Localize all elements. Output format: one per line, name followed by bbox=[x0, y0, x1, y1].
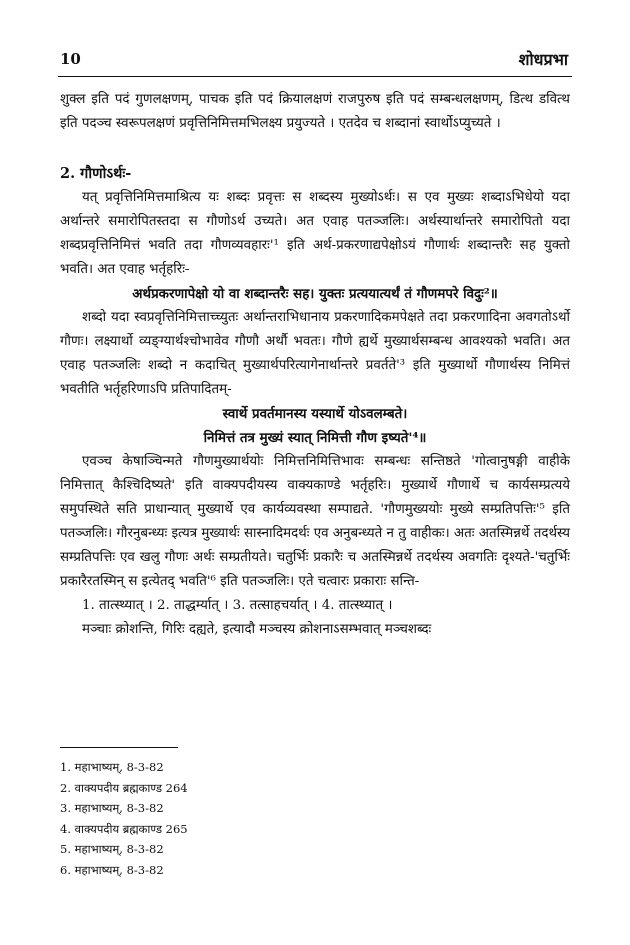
footnote-item: 5. महाभाष्यम्, 8-3-82 bbox=[60, 842, 164, 856]
paragraph-four-types: 1. तात्स्थ्यात् । 2. ताद्धर्म्यात् । 3. तत्साहचर्यात् । 4. तात्स्थ्यात् । bbox=[82, 598, 393, 613]
paragraph-gauna-definition: यत् प्रवृत्तिनिमित्तमाश्रित्य यः शब्दः प्रवृत्तः स शब्दस्य मुख्योऽर्थः। स एव मुख्यः शब्दाऽभिधेयो यदा अर्थान्तरे समारोपितस्तदा स गौणोऽर्थ उच्यते। अत एवाह पतञ्जलिः। अर्थस्यार्थान्तरे समारोपितो यदा शब्दप्रवृत्तिनिमित्तं भवति तदा गौणव्यवहारः'¹ इति अर्थ-प्रकरणाद्यपेक्षोऽयं गौणार्थः शब्दान्तरैः सह युक्तो भवति। अत एवाह भर्तृहरिः- bbox=[60, 190, 570, 277]
paragraph-relation: एवञ्च केषाञ्चिन्मते गौणमुख्यार्थयोः निमित्तनिमित्तिभावः सम्बन्धः सन्तिष्ठते 'गोत्वानुषङ्गी वाहीके निमित्तात् कैश्चिदिष्यते' इति वाक्यपदीयस्य वाक्यकाण्डे भर्तृहरिः। मुख्यार्थे गौणार्थे च कार्यसम्प्रत्यये समुपस्थिते सति प्राधान्यात् मुख्यार्थे एव कार्यव्यवस्था सम्पाद्यते. 'गौणमुख्ययोः मुख्ये सम्प्रतिपत्तिः'⁵ इति पतञ्जलिः। गौरनुबन्ध्यः इत्यत्र मुख्यार्थः सास्नादिमदर्थः एव अनुबन्ध्यते न तु वाहीकः। अतः अतस्मिन्नर्थे तदर्थस्य सम्प्रतिपत्तिः एव खलु गौणः अर्थः सम्प्रतीयते। चतुर्भिः प्रकारैः च अतस्मिन्नर्थे तदर्थस्य अवगतिः दृश्यते-'चतुर्भिः प्रकारैरतस्मिन् स इत्येतद् भवति'⁶ इति पतञ्जलिः। एते चत्वारः प्रकाराः सन्ति- bbox=[60, 454, 570, 589]
page-body bbox=[60, 88, 570, 642]
verse-quotation-2-line-1: स्वार्थे प्रवर्तमानस्य यस्यार्थे योऽवलम्बते। bbox=[222, 406, 408, 422]
section-heading: 2. गौणोऽर्थः- bbox=[60, 165, 132, 182]
paragraph-example: मञ्चाः क्रोशन्ति, गिरिः दह्यते, इत्यादौ मञ्चस्य क्रोशनाऽसम्भवात् मञ्चशब्दः bbox=[82, 622, 432, 637]
section-gap bbox=[60, 136, 570, 162]
footnote-item: 4. वाक्यपदीय ब्रह्मकाण्ड 265 bbox=[60, 821, 188, 836]
verse-quotation-2-line-2: निमित्तं तत्र मुख्यं स्यात् निमित्ती गौण इष्यते'⁴॥ bbox=[203, 430, 427, 446]
header-rule bbox=[58, 76, 572, 77]
verse-quotation-1: अर्थप्रकरणापेक्षो यो वा शब्दान्तरैः सह। युक्तः प्रत्ययात्यर्थं तं गौणमपरे विदुः²॥ bbox=[132, 286, 498, 302]
paragraph-intro: शुक्ल इति पदं गुणलक्षणम्, पाचक इति पदं क्रियालक्षणं राजपुरुष इति पदं सम्बन्धलक्षणम्, डित्थ डवित्थ इति पदञ्च स्वरूपलक्षणं प्रवृत्तिनिमित्तमभिलक्ष्य प्रयुज्यते । एतदेव च शब्दानां स्वार्थोऽप्युच्यते । bbox=[60, 92, 570, 131]
paragraph-gauna-explanation: शब्दो यदा स्वप्रवृत्तिनिमित्ताच्च्युतः अर्थान्तराभिधानाय प्रकरणादिकमपेक्षते तदा प्रकरणादिना अवगतोऽर्थो गौणः। लक्ष्यार्थो व्यङ्ग्यार्थश्चोभावेव गौणौ अर्थौ भवतः। गौणे ह्यर्थे मुख्यार्थसम्बन्ध आवश्यको भवति। अत एवाह पतञ्जलिः शब्दो न कदाचित् मुख्यार्थपरित्यागेनार्थान्तरे प्रवर्तते'³ इति मुख्यार्थो गौणार्थस्य निमित्तं भवतीति भर्तृहरिणाऽपि प्रतिपादितम्- bbox=[60, 310, 570, 397]
footnotes bbox=[60, 757, 360, 880]
footnote-item: 2. वाक्यपदीय ब्रह्मकाण्ड 264 bbox=[60, 780, 188, 795]
footnote-rule bbox=[60, 747, 178, 748]
footnote-item: 1. महाभाष्यम्, 8-3-82 bbox=[60, 760, 164, 774]
footnote-item: 6. महाभाष्यम्, 8-3-82 bbox=[60, 862, 164, 877]
footnote-item: 3. महाभाष्यम्, 8-3-82 bbox=[60, 801, 164, 815]
running-title: शोधप्रभा bbox=[518, 50, 568, 69]
page-number: 10 bbox=[60, 50, 81, 68]
